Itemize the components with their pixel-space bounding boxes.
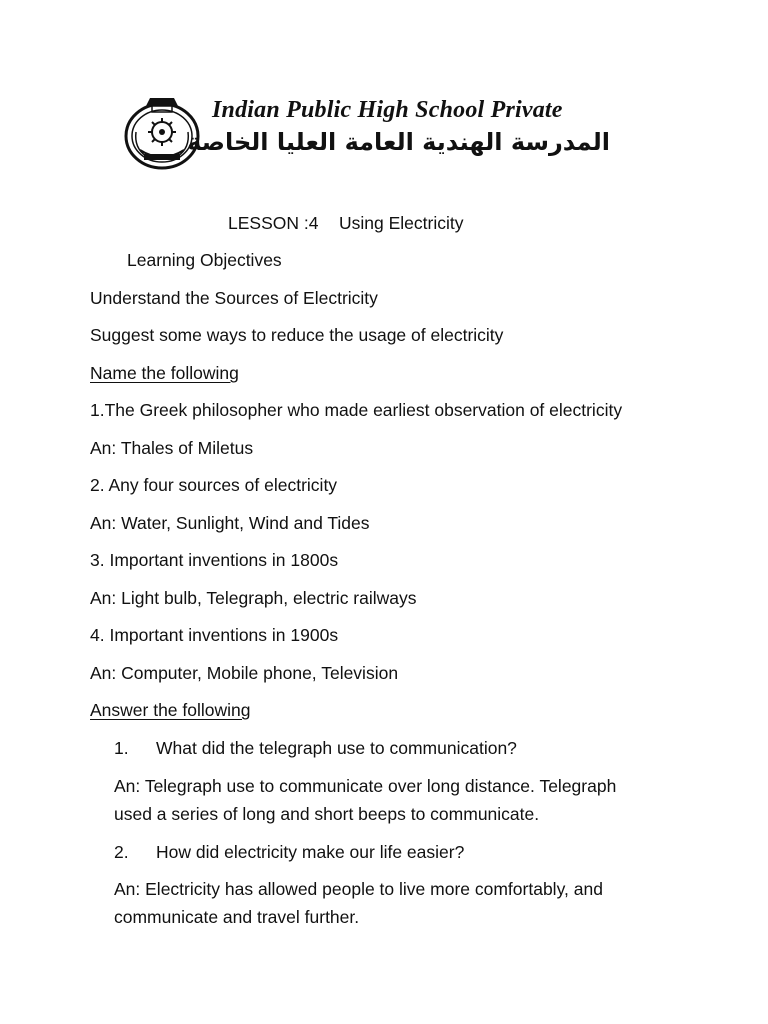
name-question: 2. Any four sources of electricity [90, 475, 338, 495]
answer-item-number: 2. [114, 842, 129, 862]
name-question: 4. Important inventions in 1900s [90, 625, 339, 645]
lesson-number: LESSON :4 [228, 213, 319, 233]
answer-text-line: used a series of long and short beeps to communicate. [114, 804, 540, 824]
school-header [122, 92, 642, 172]
lesson-title: Using Electricity [339, 213, 464, 233]
answer-question: What did the telegraph use to communication? [156, 738, 517, 758]
objective-item: Understand the Sources of Electricity [90, 288, 378, 308]
objective-item: Suggest some ways to reduce the usage of electricity [90, 325, 504, 345]
answer-section-heading: Answer the following [90, 700, 251, 720]
name-question: 3. Important inventions in 1800s [90, 550, 339, 570]
answer-item-number: 1. [114, 738, 129, 758]
answer-text-line: communicate and travel further. [114, 907, 360, 927]
answer-question: How did electricity make our life easier? [156, 842, 465, 862]
name-answer: An: Light bulb, Telegraph, electric railways [90, 588, 417, 608]
name-answer: An: Computer, Mobile phone, Television [90, 663, 399, 683]
answer-text-line: An: Telegraph use to communicate over long distance. Telegraph [114, 776, 617, 796]
answer-text-line: An: Electricity has allowed people to live more comfortably, and [114, 879, 603, 899]
objectives-heading: Learning Objectives [127, 250, 282, 270]
name-question: 1.The Greek philosopher who made earliest observation of electricity [90, 400, 623, 420]
school-name-arabic: المدرسة الهندية العامة العليا الخاصة [187, 128, 610, 156]
school-name-english: Indian Public High School Private [212, 97, 563, 123]
name-section-heading: Name the following [90, 363, 239, 383]
name-answer: An: Water, Sunlight, Wind and Tides [90, 513, 370, 533]
name-answer: An: Thales of Miletus [90, 438, 254, 458]
